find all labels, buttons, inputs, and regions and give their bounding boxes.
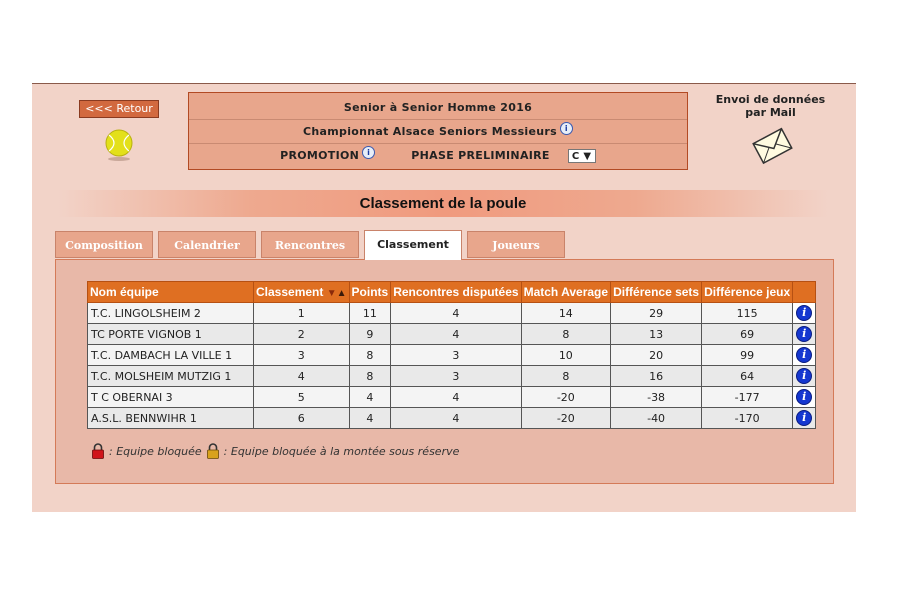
championship-info-icon[interactable]: i <box>560 122 573 135</box>
rank-value: 1 <box>254 303 350 324</box>
sets-diff-value: 20 <box>611 345 702 366</box>
table-header-row <box>88 282 816 303</box>
ranking-table <box>87 281 816 429</box>
tennis-ball-icon <box>104 128 134 162</box>
header-points[interactable]: Points <box>349 282 391 303</box>
team-name: T.C. DAMBACH LA VILLE 1 <box>88 345 254 366</box>
red-lock-icon <box>91 443 105 459</box>
mail-send-label[interactable] <box>708 93 833 119</box>
sort-desc-icon[interactable]: ▼ <box>326 288 337 299</box>
team-info-icon[interactable]: i <box>796 410 812 426</box>
division-row <box>189 145 687 167</box>
team-info-icon[interactable]: i <box>796 389 812 405</box>
team-info-icon[interactable]: i <box>796 347 812 363</box>
info-cell <box>793 387 816 408</box>
table-row <box>88 324 816 345</box>
sets-diff-value: 16 <box>611 366 702 387</box>
games-diff-value: 115 <box>702 303 793 324</box>
rank-value: 4 <box>254 366 350 387</box>
mail-label-line2: par Mail <box>745 106 796 119</box>
envelope-icon[interactable] <box>751 124 793 166</box>
team-info-icon[interactable]: i <box>796 305 812 321</box>
header-played[interactable]: Rencontres disputées <box>391 282 521 303</box>
poule-select[interactable] <box>568 149 596 163</box>
table-row <box>88 303 816 324</box>
header-rank[interactable] <box>254 282 350 303</box>
header-rank-label: Classement <box>256 285 324 299</box>
points-value: 8 <box>349 366 391 387</box>
rank-value: 5 <box>254 387 350 408</box>
played-value: 4 <box>391 303 521 324</box>
points-value: 9 <box>349 324 391 345</box>
match-average-value: 8 <box>521 366 610 387</box>
played-value: 4 <box>391 408 521 429</box>
table-row <box>88 408 816 429</box>
competition-header <box>188 92 688 170</box>
games-diff-value: -170 <box>702 408 793 429</box>
legend-blocked-text: : Equipe bloquée <box>109 444 202 458</box>
played-value: 4 <box>391 324 521 345</box>
team-info-icon[interactable]: i <box>796 368 812 384</box>
division-label: PROMOTION <box>280 149 360 162</box>
poule-select-value: C <box>571 151 580 162</box>
match-average-value: -20 <box>521 387 610 408</box>
played-value: 3 <box>391 345 521 366</box>
tab-joueurs[interactable]: Joueurs <box>467 231 565 258</box>
games-diff-value: 64 <box>702 366 793 387</box>
rank-value: 3 <box>254 345 350 366</box>
tab-classement[interactable]: Classement <box>364 230 462 260</box>
table-row <box>88 387 816 408</box>
header-info <box>793 282 816 303</box>
played-value: 3 <box>391 366 521 387</box>
rank-value: 2 <box>254 324 350 345</box>
sort-asc-icon[interactable]: ▲ <box>336 288 347 299</box>
info-cell <box>793 408 816 429</box>
team-name: A.S.L. BENNWIHR 1 <box>88 408 254 429</box>
division-info-icon[interactable]: i <box>362 146 375 159</box>
table-row <box>88 366 816 387</box>
competition-category: Senior à Senior Homme 2016 <box>189 97 687 120</box>
legend <box>91 443 459 459</box>
rank-value: 6 <box>254 408 350 429</box>
header-sets-diff[interactable]: Différence sets <box>611 282 702 303</box>
info-cell <box>793 303 816 324</box>
games-diff-value: -177 <box>702 387 793 408</box>
info-cell <box>793 345 816 366</box>
tab-rencontres[interactable]: Rencontres <box>261 231 359 258</box>
played-value: 4 <box>391 387 521 408</box>
team-name: TC PORTE VIGNOB 1 <box>88 324 254 345</box>
header-match-average[interactable]: Match Average <box>521 282 610 303</box>
sets-diff-value: -40 <box>611 408 702 429</box>
team-name: T.C. MOLSHEIM MUTZIG 1 <box>88 366 254 387</box>
team-name: T C OBERNAI 3 <box>88 387 254 408</box>
gold-lock-icon <box>206 443 220 459</box>
phase-label: PHASE PRELIMINAIRE <box>411 149 550 162</box>
match-average-value: 14 <box>521 303 610 324</box>
legend-blocked-reserve-text: : Equipe bloquée à la montée sous réserve <box>223 444 460 458</box>
sets-diff-value: -38 <box>611 387 702 408</box>
sets-diff-value: 29 <box>611 303 702 324</box>
info-cell <box>793 324 816 345</box>
points-value: 4 <box>349 387 391 408</box>
team-info-icon[interactable]: i <box>796 326 812 342</box>
match-average-value: 8 <box>521 324 610 345</box>
sets-diff-value: 13 <box>611 324 702 345</box>
tab-composition[interactable]: Composition <box>55 231 153 258</box>
points-value: 8 <box>349 345 391 366</box>
mail-label-line1: Envoi de données <box>715 93 826 106</box>
table-row <box>88 345 816 366</box>
championship-name-row <box>189 121 687 144</box>
points-value: 11 <box>349 303 391 324</box>
tab-calendrier[interactable]: Calendrier <box>158 231 256 258</box>
games-diff-value: 99 <box>702 345 793 366</box>
info-cell <box>793 366 816 387</box>
back-button[interactable]: <<< Retour <box>79 100 159 118</box>
match-average-value: -20 <box>521 408 610 429</box>
header-games-diff[interactable]: Différence jeux <box>702 282 793 303</box>
header-team[interactable]: Nom équipe <box>88 282 254 303</box>
games-diff-value: 69 <box>702 324 793 345</box>
points-value: 4 <box>349 408 391 429</box>
team-name: T.C. LINGOLSHEIM 2 <box>88 303 254 324</box>
chevron-down-icon: ▼ <box>583 151 592 162</box>
match-average-value: 10 <box>521 345 610 366</box>
championship-name: Championnat Alsace Seniors Messieurs <box>303 125 557 138</box>
page-title: Classement de la poule <box>58 190 828 217</box>
